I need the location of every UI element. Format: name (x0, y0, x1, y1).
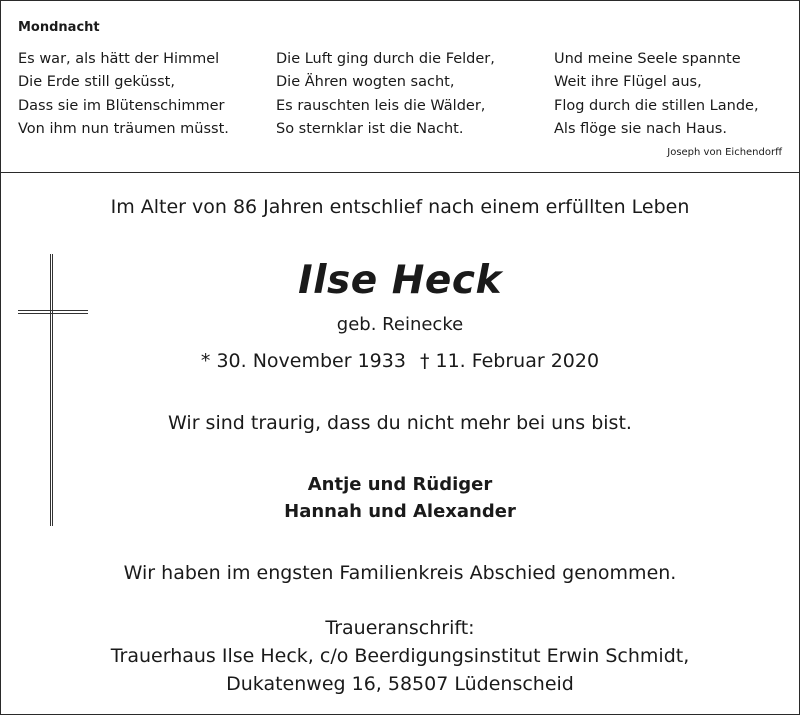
address-label: Traueranschrift: (325, 617, 475, 639)
intro-text: Im Alter von 86 Jahren entschlief nach einem erfüllten Leben (110, 196, 690, 218)
poem-title: Mondnacht (18, 20, 100, 35)
poem-stanza-3 (554, 48, 759, 142)
poem-line: Dass sie im Blütenschimmer (18, 97, 225, 114)
cross-vertical-bar (50, 254, 53, 526)
address-line: Trauerhaus Ilse Heck, c/o Beerdigungsinstitut Erwin Schmidt, (110, 645, 690, 667)
death-date: † 11. Februar 2020 (419, 350, 600, 372)
mourning-quote: Wir sind traurig, dass du nicht mehr bei uns bist. (168, 412, 632, 434)
poem-line: Als flöge sie nach Haus. (554, 121, 727, 138)
deceased-name: Ilse Heck (298, 258, 502, 303)
poem-line: Die Luft ging durch die Felder, (276, 51, 495, 67)
farewell-text: Wir haben im engsten Familienkreis Abschied genommen. (123, 562, 677, 584)
family-line: Hannah und Alexander (284, 501, 516, 522)
divider (0, 172, 800, 173)
birth-date: * 30. November 1933 (200, 350, 406, 372)
maiden-name: geb. Reinecke (336, 314, 464, 335)
poem-line: Es war, als hätt der Himmel (18, 51, 220, 67)
poem-line: Die Erde still geküsst, (18, 74, 175, 91)
family-line: Antje und Rüdiger (307, 474, 493, 495)
poem-line: Weit ihre Flügel aus, (554, 74, 702, 91)
address-line: Dukatenweg 16, 58507 Lüdenscheid (226, 673, 574, 695)
poem-author: Joseph von Eichendorff (667, 147, 782, 158)
poem-line: So sternklar ist die Nacht. (276, 121, 464, 138)
life-dates (0, 350, 800, 372)
poem-stanza-1 (18, 48, 229, 142)
poem-line: Es rauschten leis die Wälder, (276, 97, 486, 114)
poem-line: Flog durch die stillen Lande, (554, 97, 759, 114)
poem-stanza-2 (276, 48, 495, 142)
poem-line: Und meine Seele spannte (554, 51, 741, 67)
cross-horizontal-bar (18, 310, 88, 314)
poem-line: Die Ähren wogten sacht, (276, 74, 455, 91)
poem-line: Von ihm nun träumen müsst. (18, 121, 229, 138)
